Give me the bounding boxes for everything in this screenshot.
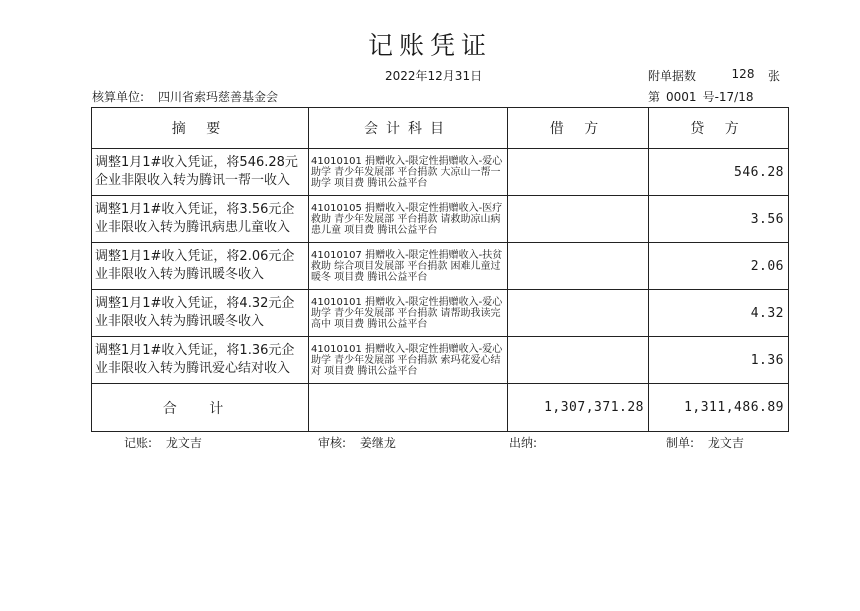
voucher-title: 记账凭证 [367,31,492,60]
row-debit [508,149,649,196]
row-summary: 调整1月1#收入凭证，将546.28元企业非限收入转为腾讯一帮一收入 [92,149,309,196]
row-summary: 调整1月1#收入凭证，将2.06元企业非限收入转为腾讯暖冬收入 [92,243,309,290]
bookkeeper-name: 龙文吉 [165,436,202,450]
total-credit: 1,311,486.89 [649,384,789,432]
voucher-date: 2022年12月31日 [385,69,483,83]
col-subject-header: 会计科目 [309,108,508,149]
maker-label: 制单: [666,436,695,450]
row-summary: 调整1月1#收入凭证，将4.32元企业非限收入转为腾讯暖冬收入 [92,290,309,337]
row-subject: 41010107 捐赠收入-限定性捐赠收入-扶贫救助 综合项目发展部 平台捐款 困难儿童过暖冬 项目费 腾讯公益平台 [309,243,508,290]
attachment-unit: 张 [768,69,781,83]
unit-name: 四川省索玛慈善基金会 [158,90,279,104]
row-debit [508,243,649,290]
cashier-label: 出纳: [509,436,538,450]
row-subject: 41010101 捐赠收入-限定性捐赠收入-爱心助学 青少年发展部 平台捐款 索玛花爱心结对 项目费 腾讯公益平台 [309,337,508,384]
row-subject: 41010105 捐赠收入-限定性捐赠收入-医疗救助 青少年发展部 平台捐款 请救助凉山病患儿童 项目费 腾讯公益平台 [309,196,508,243]
bookkeeper [124,434,202,451]
row-summary: 调整1月1#收入凭证，将3.56元企业非限收入转为腾讯病患儿童收入 [92,196,309,243]
voucher-prefix: 第 [648,90,661,104]
accounting-unit [92,88,278,105]
row-credit: 3.56 [649,196,789,243]
attachment-number: 128 [731,67,755,81]
bookkeeper-label: 记账: [124,436,153,450]
table-row [92,149,789,196]
attachment-label: 附单据数 [648,69,697,83]
voucher-page: 17/18 [718,90,754,104]
total-debit: 1,307,371.28 [508,384,649,432]
total-subject-empty [309,384,508,432]
reviewer-label: 审核: [318,436,347,450]
maker-name: 龙文吉 [707,436,744,450]
table-row [92,243,789,290]
attachment-count [648,67,788,84]
voucher-table [91,107,789,432]
unit-label: 核算单位: [92,90,145,104]
row-credit: 2.06 [649,243,789,290]
reviewer-name: 姜继龙 [359,436,396,450]
table-row [92,196,789,243]
row-subject: 41010101 捐赠收入-限定性捐赠收入-爱心助学 青少年发展部 平台捐款 大凉山一帮一助学 项目费 腾讯公益平台 [309,149,508,196]
table-row [92,290,789,337]
cashier [509,434,547,451]
total-label: 合 计 [92,384,309,432]
table-row [92,337,789,384]
row-debit [508,290,649,337]
row-summary: 调整1月1#收入凭证，将1.36元企业非限收入转为腾讯爱心结对收入 [92,337,309,384]
row-debit [508,337,649,384]
voucher-number [648,88,760,105]
maker [666,434,744,451]
row-debit [508,196,649,243]
col-debit-header: 借 方 [508,108,649,149]
voucher-suffix: 号- [702,90,719,104]
reviewer [318,434,396,451]
total-row [92,384,789,432]
row-subject: 41010101 捐赠收入-限定性捐赠收入-爱心助学 青少年发展部 平台捐款 请帮助我读完高中 项目费 腾讯公益平台 [309,290,508,337]
col-summary-header: 摘 要 [92,108,309,149]
row-credit: 1.36 [649,337,789,384]
col-credit-header: 贷 方 [649,108,789,149]
table-header-row [92,108,789,149]
row-credit: 4.32 [649,290,789,337]
voucher-no: 0001 [666,90,697,104]
row-credit: 546.28 [649,149,789,196]
